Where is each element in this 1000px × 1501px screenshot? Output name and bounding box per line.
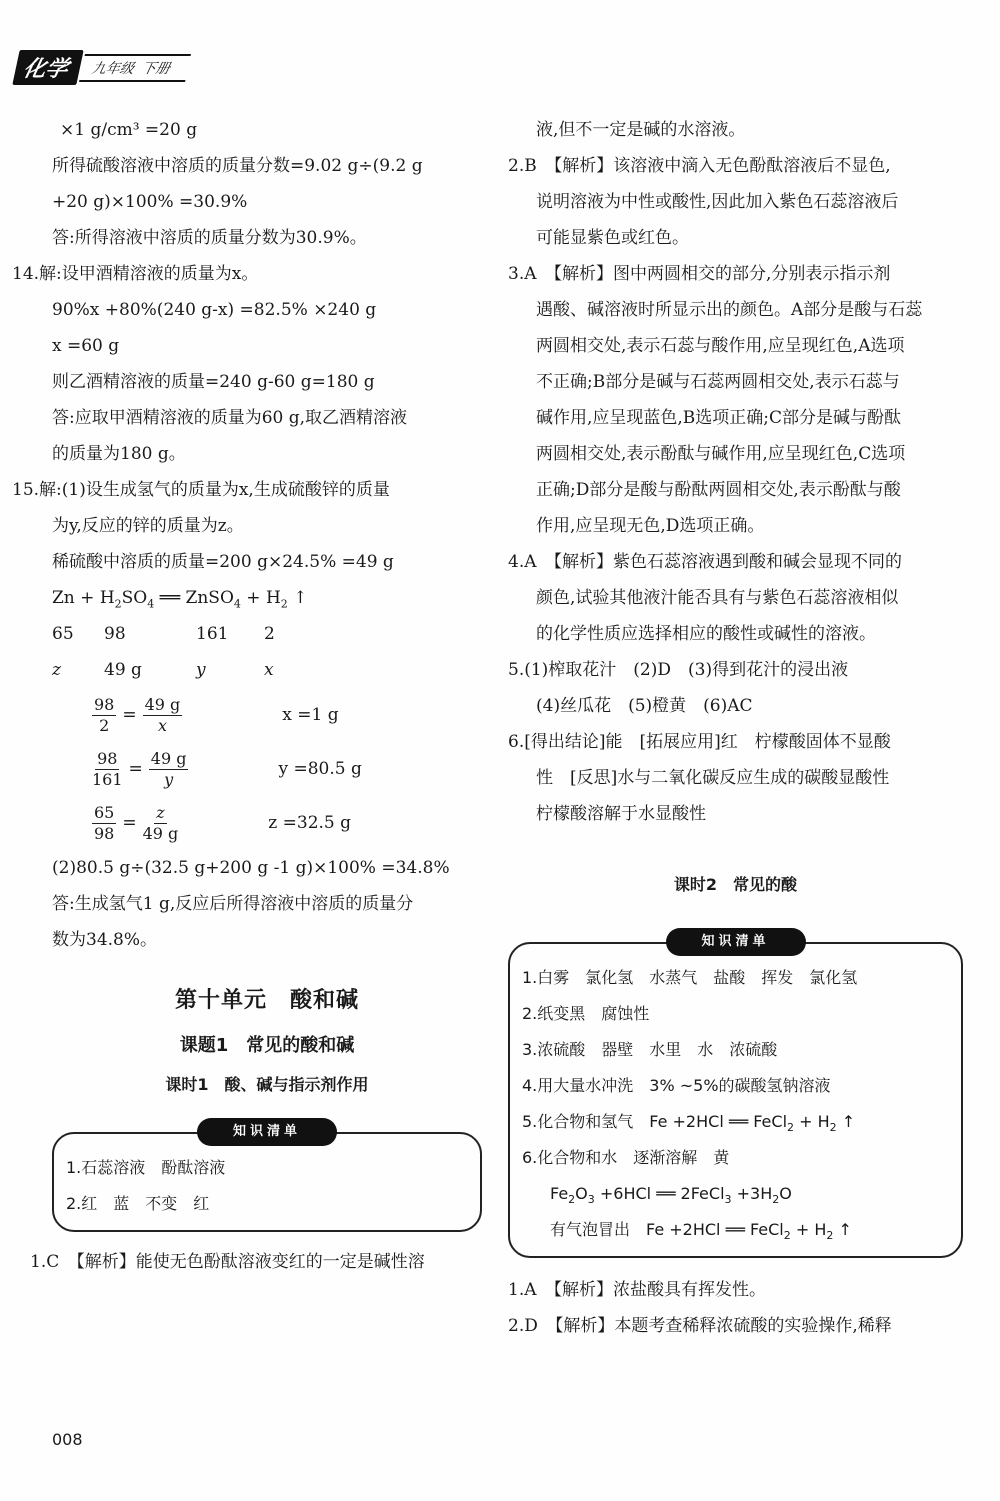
grade-text: 九年级 <box>90 60 136 77</box>
text-line: (2)80.5 g÷(32.5 g+200 g -1 g)×100% =34.8% <box>52 858 450 878</box>
knowledge-item: 6.化合物和水 逐渐溶解 黄 <box>522 1148 730 1167</box>
text-line: 说明溶液为中性或酸性,因此加入紫色石蕊溶液后 <box>536 192 899 212</box>
text-line: 则乙酒精溶液的质量=240 g-60 g=180 g <box>52 372 375 392</box>
proportion-3: $\frac{65}{98}$ = $\frac{z}{49 g}$ z =32.5 g <box>94 802 352 843</box>
answer-3: 3.A 【解析】图中两圆相交的部分,分别表示指示剂 <box>508 264 891 284</box>
text-line: 可能显紫色或红色。 <box>536 228 689 248</box>
text-line: 答:应取甲酒精溶液的质量为60 g,取乙酒精溶液 <box>52 408 408 428</box>
text-line: 数为34.8%。 <box>52 930 158 950</box>
text-line: 90%x +80%(240 g-x) =82.5% ×240 g <box>52 300 377 320</box>
text-line: (4)丝瓜花 (5)橙黄 (6)AC <box>536 696 753 716</box>
page-header <box>16 50 188 85</box>
mass-row: 65 98 161 2 <box>52 624 275 644</box>
text-line: 所得硫酸溶液中溶质的质量分数=9.02 g÷(9.2 g <box>52 156 423 176</box>
text-line: 两圆相交处,表示石蕊与酸作用,应呈现红色,A选项 <box>536 336 905 356</box>
text-line: 两圆相交处,表示酚酞与碱作用,应呈现红色,C选项 <box>536 444 906 464</box>
topic-title: 课题1 常见的酸和碱 <box>179 1035 355 1056</box>
knowledge-box <box>508 942 963 1258</box>
text-line: x =60 g <box>52 336 120 356</box>
text-line: ×1 g/cm³ =20 g <box>60 120 198 140</box>
subject-label: 化学 <box>12 50 83 85</box>
grade-label <box>79 54 191 82</box>
knowledge-item: 5.化合物和氢气 Fe +2HCl ══ FeCl$_2$ + $H_2$ ↑ <box>522 1112 856 1135</box>
question-15: 15.解:(1)设生成氢气的质量为x,生成硫酸锌的质量 <box>12 480 390 500</box>
text-line: 不正确;B部分是碱与石蕊两圆相交处,表示石蕊与 <box>536 372 900 392</box>
answer-1-lesson2: 1.A 【解析】浓盐酸具有挥发性。 <box>508 1280 766 1300</box>
knowledge-item: 1.白雾 氯化氢 水蒸气 盐酸 挥发 氯化氢 <box>522 968 858 987</box>
chemical-equation: $Zn + H_2SO_4$ ══ ZnSO$_4$ + $H_2$ ↑ <box>52 588 308 611</box>
text-line: 性 [反思]水与二氧化碳反应生成的碳酸显酸性 <box>536 768 890 788</box>
text-line: 颜色,试验其他液汁能否具有与紫色石蕊溶液相似 <box>536 588 899 608</box>
answer-6: 6.[得出结论]能 [拓展应用]红 柠檬酸固体不显酸 <box>508 732 891 752</box>
volume-text: 下册 <box>140 60 172 77</box>
lesson-title: 课时1 酸、碱与指示剂作用 <box>165 1075 369 1094</box>
knowledge-item: 1.石蕊溶液 酚酞溶液 <box>66 1158 226 1177</box>
page-number: 008 <box>52 1430 83 1449</box>
text-line: 稀硫酸中溶质的质量=200 g×24.5% =49 g <box>52 552 394 572</box>
lesson-title: 课时2 常见的酸 <box>673 875 798 894</box>
answer-2: 2.B 【解析】该溶液中滴入无色酚酞溶液后不显色, <box>508 156 891 176</box>
variable-row: z 49 g y x <box>52 660 274 680</box>
answer-2-lesson2: 2.D 【解析】本题考查稀释浓硫酸的实验操作,稀释 <box>508 1316 892 1336</box>
text-line: 正确;D部分是酸与酚酞两圆相交处,表示酚酞与酸 <box>536 480 901 500</box>
question-14: 14.解:设甲酒精溶液的质量为x。 <box>12 264 259 284</box>
knowledge-item: 4.用大量水冲洗 3% ~5%的碳酸氢钠溶液 <box>522 1076 831 1095</box>
text-line: 液,但不一定是碱的水溶液。 <box>536 120 746 140</box>
text-line: 作用,应呈现无色,D选项正确。 <box>536 516 765 536</box>
text-line: 的化学性质应选择相应的酸性或碱性的溶液。 <box>536 624 876 644</box>
knowledge-equation: $Fe_2O_3 +6HCl$ ══ 2FeCl$_3$ $+3H_2O$ <box>550 1184 792 1207</box>
text-line: 碱作用,应呈现蓝色,B选项正确;C部分是碱与酚酞 <box>536 408 902 428</box>
proportion-2: $\frac{98}{161}$ = $\frac{49 g}{y}$ y =80.5 g <box>92 748 362 789</box>
answer-1: 1.C 【解析】能使无色酚酞溶液变红的一定是碱性溶 <box>30 1252 425 1272</box>
text-line: 遇酸、碱溶液时所显示出的颜色。A部分是酸与石蕊 <box>536 300 923 320</box>
knowledge-equation: 有气泡冒出 Fe +2HCl ══ FeCl$_2$ + $H_2$ ↑ <box>550 1220 852 1243</box>
text-line: 的质量为180 g。 <box>52 444 186 464</box>
knowledge-box <box>52 1132 482 1232</box>
text-line: 柠檬酸溶解于水显酸性 <box>536 804 706 824</box>
answer-4: 4.A 【解析】紫色石蕊溶液遇到酸和碱会显现不同的 <box>508 552 902 572</box>
text-line: 答:所得溶液中溶质的质量分数为30.9%。 <box>52 228 367 248</box>
knowledge-item: 2.纸变黑 腐蚀性 <box>522 1004 650 1023</box>
text-line: +20 g)×100% =30.9% <box>52 192 248 212</box>
knowledge-list-label: 知识清单 <box>197 1118 337 1146</box>
text-line: 答:生成氢气1 g,反应后所得溶液中溶质的质量分 <box>52 894 414 914</box>
text-line: 为y,反应的锌的质量为z。 <box>52 516 244 536</box>
proportion-1: $\frac{98}{2}$ = $\frac{49 g}{x}$ x =1 g <box>94 694 339 735</box>
knowledge-item: 2.红 蓝 不变 红 <box>66 1194 210 1213</box>
unit-title: 第十单元 酸和碱 <box>174 987 359 1013</box>
answer-5: 5.(1)榨取花汁 (2)D (3)得到花汁的浸出液 <box>508 660 849 680</box>
knowledge-item: 3.浓硫酸 器壁 水里 水 浓硫酸 <box>522 1040 778 1059</box>
right-column <box>508 112 963 1344</box>
left-column <box>12 112 482 1280</box>
knowledge-list-label: 知识清单 <box>666 928 806 956</box>
